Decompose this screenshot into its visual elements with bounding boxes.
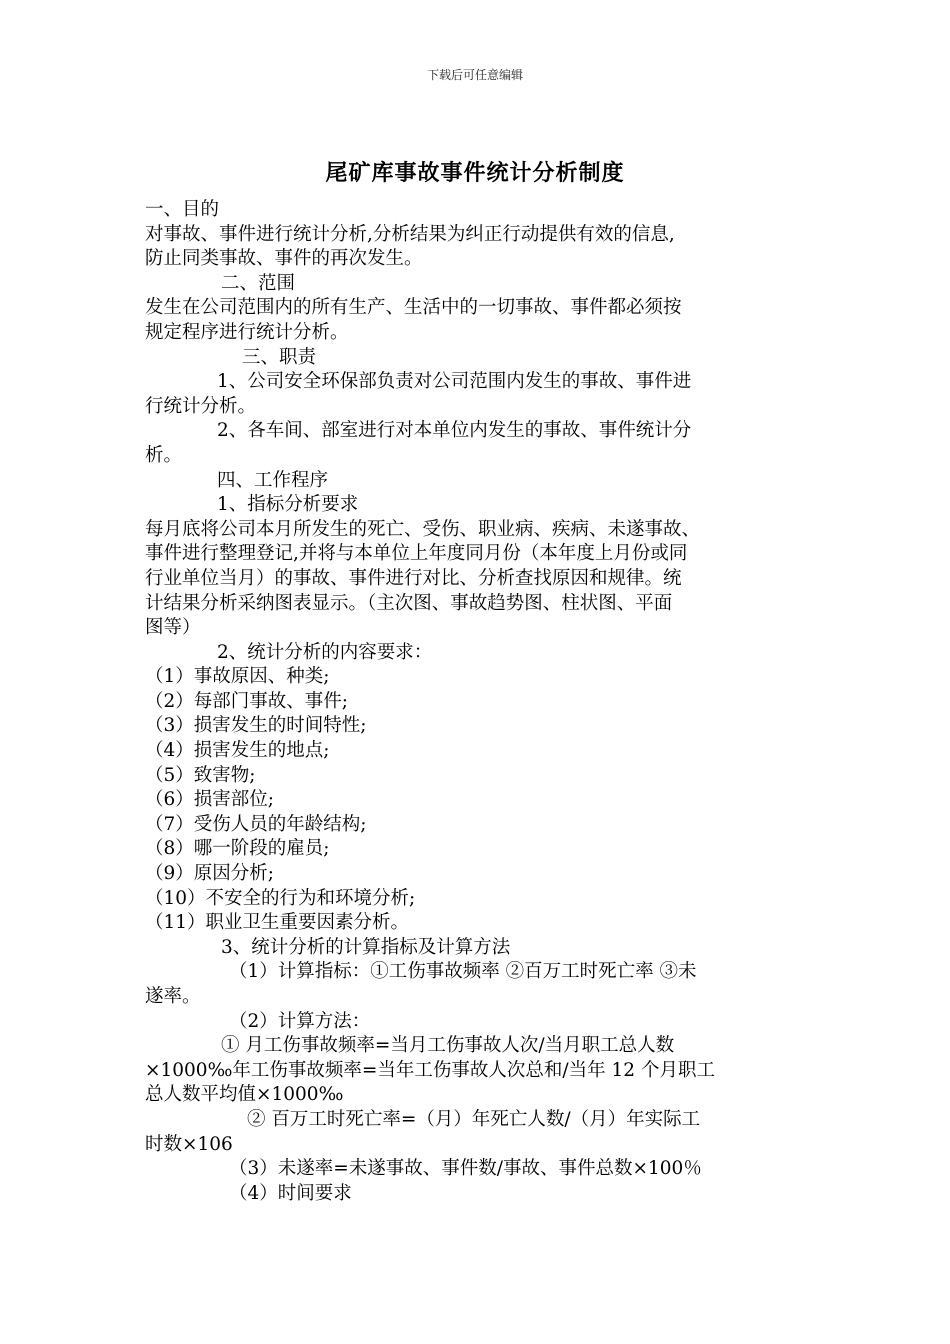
- paragraph-line: 行统计分析。: [145, 395, 257, 417]
- list-item: （3）损害发生的时间特性;: [145, 715, 367, 737]
- list-item: （6）损害部位;: [145, 789, 275, 811]
- paragraph-line: （1）计算指标：①工伤事故频率 ②百万工时死亡率 ③未: [229, 961, 697, 983]
- page-header: 下载后可任意编辑: [426, 68, 523, 82]
- subheading: （4）时间要求: [229, 1182, 352, 1204]
- paragraph-line: 图等）: [145, 617, 201, 639]
- formula-line: ① 月工伤事故频率=当月工伤事故人次/当月职工总人数: [221, 1035, 675, 1057]
- formula-line: 总人数平均值×1000‰: [145, 1084, 344, 1106]
- list-item: （11）职业卫生重要因素分析。: [145, 912, 410, 934]
- paragraph-line: 每月底将公司本月所发生的死亡、受伤、职业病、疾病、未遂事故、: [145, 518, 701, 540]
- subheading: 1、指标分析要求: [217, 494, 359, 516]
- paragraph-line: 事件进行整理登记,并将与本单位上年度同月份（本年度上月份或同: [145, 543, 688, 565]
- paragraph-line: 2、各车间、部室进行对本单位内发生的事故、事件统计分: [217, 420, 692, 442]
- paragraph-line: 析。: [145, 444, 183, 466]
- document-title: 尾矿库事故事件统计分析制度: [325, 160, 625, 186]
- formula-line: ×1000‰年工伤事故频率=当年工伤事故人次总和/当年 12 个月职工: [145, 1059, 715, 1081]
- paragraph-line: 对事故、事件进行统计分析,分析结果为纠正行动提供有效的信息,: [145, 223, 675, 245]
- list-item: （7）受伤人员的年龄结构;: [145, 813, 367, 835]
- paragraph-line: 计结果分析采纳图表显示。（主次图、事故趋势图、柱状图、平面: [145, 592, 673, 614]
- list-item: （1）事故原因、种类;: [145, 666, 330, 688]
- paragraph-line: 1、公司安全环保部负责对公司范围内发生的事故、事件进: [217, 371, 692, 393]
- paragraph-line: 行业单位当月）的事故、事件进行对比、分析查找原因和规律。统: [145, 567, 682, 589]
- subheading: 2、统计分析的内容要求：: [217, 641, 433, 663]
- list-item: （10）不安全的行为和环境分析;: [145, 887, 416, 909]
- formula-line: 时数×106: [145, 1133, 233, 1155]
- formula-line: ② 百万工时死亡率=（月）年死亡人数/（月）年实际工: [247, 1108, 701, 1130]
- list-item: （2）每部门事故、事件;: [145, 690, 349, 712]
- list-item: （4）损害发生的地点;: [145, 740, 330, 762]
- section-heading-scope: 二、范围: [221, 272, 296, 294]
- document-body: [145, 198, 810, 1206]
- paragraph-line: 发生在公司范围内的所有生产、生活中的一切事故、事件都必须按: [145, 297, 682, 319]
- formula-line: （3）未遂率=未遂事故、事件数/事故、事件总数×100％: [229, 1158, 702, 1180]
- section-heading-purpose: 一、目的: [145, 199, 220, 220]
- section-heading-procedure: 四、工作程序: [217, 469, 329, 491]
- paragraph-line: 防止同类事故、事件的再次发生。: [145, 248, 423, 270]
- subheading: （2）计算方法：: [229, 1010, 371, 1032]
- paragraph-line: 遂率。: [145, 986, 201, 1007]
- paragraph-line: 规定程序进行统计分析。: [145, 321, 349, 343]
- section-heading-duties: 三、职责: [242, 346, 317, 368]
- list-item: （8）哪一阶段的雇员;: [145, 838, 330, 860]
- subheading: 3、统计分析的计算指标及计算方法: [221, 936, 511, 958]
- list-item: （5）致害物;: [145, 764, 256, 786]
- list-item: （9）原因分析;: [145, 863, 275, 885]
